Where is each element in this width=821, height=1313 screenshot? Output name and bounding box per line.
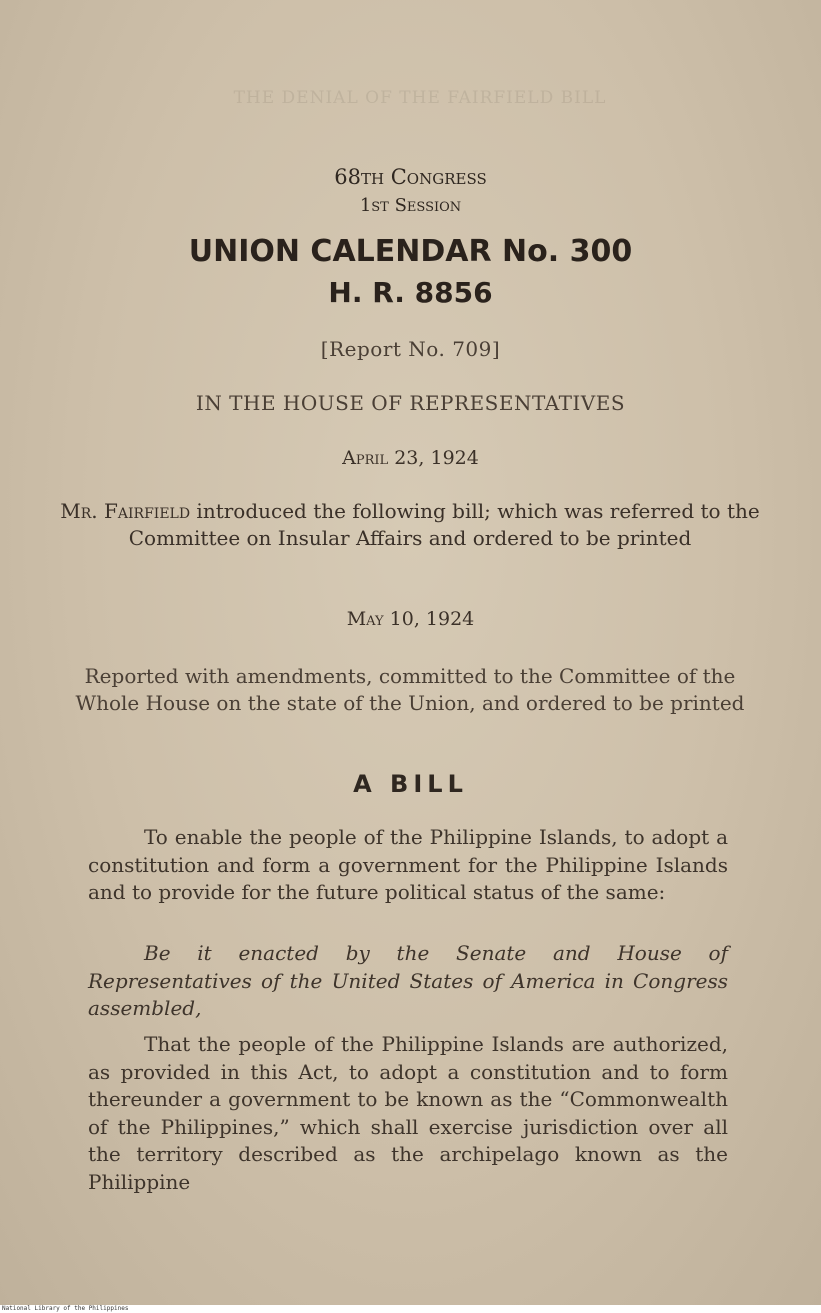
reported-paragraph: Reported with amendments, committed to the Committee of the Whole House on the state of the Union, and ordered to be printed (75, 664, 745, 715)
introduction-paragraph (60, 498, 760, 552)
bleed-through-text: THE DENIAL OF THE FAIRFIELD BILL (233, 88, 607, 108)
date-introduced: April 23, 1924 (342, 447, 479, 469)
bill-title-paragraph: To enable the people of the Philippine Islands, to adopt a constitution and form a government for the Philippine Islands and to provide for the future political status of the same: (88, 825, 728, 904)
introducer-name: Mr. Fairfield (60, 499, 191, 523)
enacting-clause: Be it enacted by the Senate and House of Representatives of the United States of America in Congress assembled, (88, 941, 728, 1020)
bill-number: H. R. 8856 (328, 276, 493, 309)
introduction-text: introduced the following bill; which was referred to the Committee on Insular Affairs and ordered to be printed (128, 499, 760, 550)
date-reported: May 10, 1924 (346, 608, 475, 630)
congress-number: 68th Congress (334, 165, 487, 189)
chamber-heading: IN THE HOUSE OF REPRESENTATIVES (195, 391, 626, 415)
bill-body-paragraph: That the people of the Philippine Islands are authorized, as provided in this Act, to adopt a constitution and to form thereunder a government to be known as the “Commonwealth of the Philippines,” which shall exercise jurisdiction over all the territory described as the archipelago known as the Philippine (88, 1032, 728, 1194)
session-number: 1st Session (359, 195, 462, 216)
report-number: [Report No. 709] (320, 337, 501, 361)
union-calendar-number: UNION CALENDAR No. 300 (188, 234, 633, 269)
library-credit: National Library of the Philippines (0, 1305, 821, 1313)
bill-heading: A BILL (353, 770, 468, 798)
